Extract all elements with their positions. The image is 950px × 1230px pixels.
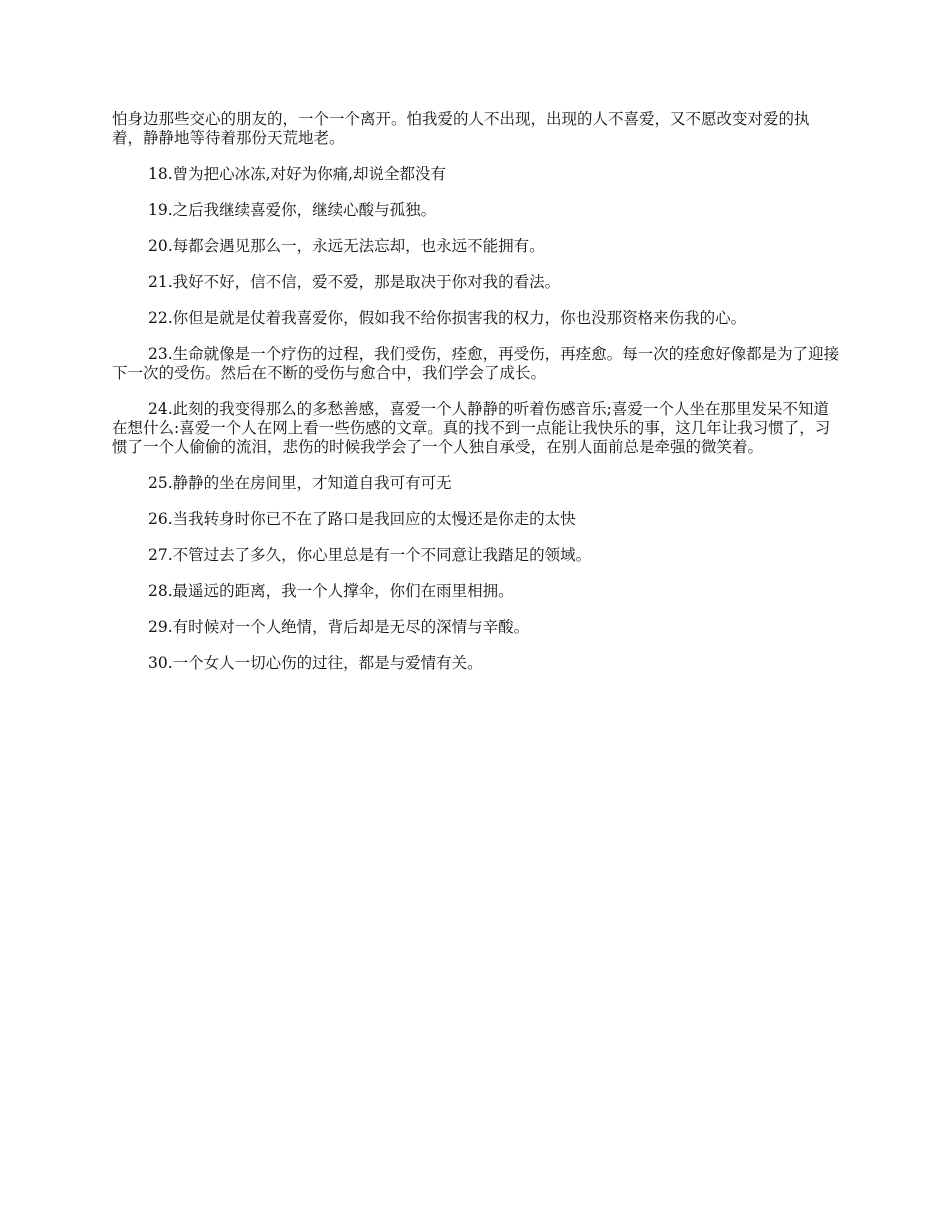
item-number: 29. [148,618,173,636]
item-text: 曾为把心冰冻,对好为你痛,却说全都没有 [172,165,447,183]
item-text: 最遥远的距离，我一个人撑伞，你们在雨里相拥。 [172,582,514,600]
item-text: 当我转身时你已不在了路口是我回应的太慢还是你走的太快 [172,510,576,528]
item-number: 26. [148,510,173,528]
list-item [112,618,840,637]
list-item [112,654,840,673]
list-item [112,273,840,292]
list-item [112,165,840,184]
opening-paragraph: 怕身边那些交心的朋友的，一个一个离开。怕我爱的人不出现，出现的人不喜爱，又不愿改变对爱的执着，静静地等待着那份天荒地老。 [112,110,810,147]
item-text: 生命就像是一个疗伤的过程，我们受伤，痊愈，再受伤，再痊愈。每一次的痊愈好像都是为了迎接下一次的受伤。然后在不断的受伤与愈合中，我们学会了成长。 [112,345,840,382]
item-text: 不管过去了多久，你心里总是有一个不同意让我踏足的领域。 [172,546,592,564]
item-number: 22. [148,309,173,327]
item-text: 我好不好，信不信，爱不爱，那是取决于你对我的看法。 [172,273,561,291]
list-item [112,345,840,383]
item-number: 28. [148,582,173,600]
item-number: 27. [148,546,173,564]
item-number: 23. [148,345,173,363]
item-text: 每都会遇见那么一，永远无法忘却，也永远不能拥有。 [172,237,545,255]
list-item [112,582,840,601]
item-text: 此刻的我变得那么的多愁善感，喜爱一个人静静的听着伤感音乐;喜爱一个人坐在那里发呆不知道在想什么:喜爱一个人在网上看一些伤感的文章。真的找不到一点能让我快乐的事，这几年让我习惯了，习惯了一个人偷偷的流泪，悲伤的时候我学会了一个人独自承受，在别人面前总是牵强的微笑着。 [112,400,831,456]
item-text: 一个女人一切心伤的过往，都是与爱情有关。 [172,654,483,672]
list-item [112,400,840,457]
item-text: 有时候对一个人绝情，背后却是无尽的深情与辛酸。 [172,618,530,636]
list-item [112,309,840,328]
item-text: 你但是就是仗着我喜爱你，假如我不给你损害我的权力，你也没那资格来伤我的心。 [172,309,747,327]
item-number: 30. [148,654,173,672]
list-item [112,546,840,565]
list-item [112,237,840,256]
item-number: 20. [148,237,173,255]
list-item [112,474,840,493]
list-item [112,510,840,529]
item-number: 25. [148,474,173,492]
item-text: 之后我继续喜爱你，继续心酸与孤独。 [172,201,437,219]
item-text: 静静的坐在房间里，才知道自我可有可无 [172,474,452,492]
item-number: 19. [148,201,173,219]
item-number: 24. [148,400,173,418]
item-number: 21. [148,273,173,291]
item-number: 18. [148,165,173,183]
list-item [112,201,840,220]
document-body [112,110,840,690]
